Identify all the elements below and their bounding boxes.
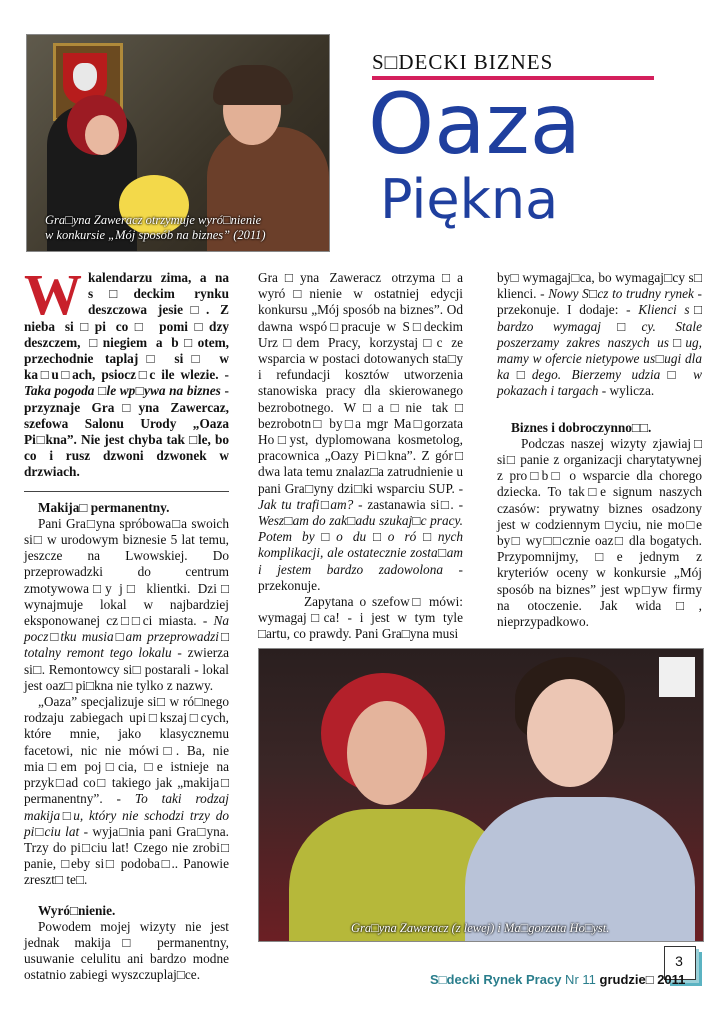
woman-right-body <box>465 797 695 941</box>
woman-left-face <box>347 701 427 805</box>
column-2 <box>258 270 463 643</box>
col1-p1-text-a: Pani Gra□yna spróbowa□a swoich si□ w urodowym biznesie 5 lat temu, jeszcze na Lwowskiej. Do przeprowadzki do centrum zmotywowa□y j□ klientki. Dzi□ wynajmuje lokal w najbardziej eksponowanej cz□□ci miasta. - <box>24 515 229 629</box>
col2-p1-italic-2: Wesz□am do zak□adu szukaj□c pracy. Potem by□o du□o ró□nych komplikacji, ale ostatecznie zosta□am i jestem bardzo zadowolona <box>258 513 463 577</box>
footer-issue: Nr 11 <box>561 972 600 987</box>
col1-paragraph-3: Powodem mojej wizyty nie jest jednak makija□ permanentny, usuwanie celulitu ani bardzo modne ostatnio zabiegi wyszczuplaj□ce. <box>24 918 229 983</box>
col2-p1-italic-1: Jak tu trafi□am? <box>258 496 354 512</box>
col2-paragraph-1 <box>258 270 463 594</box>
woman-right-face <box>527 679 613 787</box>
page-number: 3 <box>675 953 683 969</box>
column-3 <box>497 270 702 630</box>
drop-cap: W <box>24 262 82 327</box>
column-1 <box>24 262 229 984</box>
person-left-face <box>85 115 119 155</box>
photo1-caption <box>45 213 266 243</box>
title-line1: Oaza <box>368 75 582 173</box>
col1-p1-italic: Na pocz□tku musia□am przeprowadzi□ totalny remont tego lokalu <box>24 613 229 661</box>
col2-p1-text-c: - przekonuje. <box>258 561 463 593</box>
col3-paragraph-1 <box>497 270 702 400</box>
emblem-eagle <box>73 63 97 91</box>
lead-text-2: - przyznaje Gra□yna Zawercaz, szefowa Salonu Urody „Oaza Pi□kna”. Nie jest chyba tak □le, bo co i rusz dzwoni dzwonek w drzwiach. <box>24 383 229 480</box>
photo2-caption: Gra□yna Zaweracz (z lewej) i Ma□gorzata Ho□yst. <box>351 921 610 935</box>
photo1-caption-line1: Gra□yna Zaweracz otrzymuje wyró□nienie <box>45 213 262 227</box>
col1-p2-italic: To taki rodzaj makija□u, który nie schodzi trzy do pi□ciu lat <box>24 791 229 839</box>
footer-line <box>430 972 685 987</box>
heading-award: Wyró□nienie. <box>38 902 116 918</box>
col3-p1-text-c: - wylicza. <box>598 383 655 399</box>
col1-p2-text-a: „Oaza” specjalizuje si□ w ró□nego rodzaju zabiegach upi□kszaj□cych, które mnie, jako klasycznemu facetowi, nic nie mówi□. Ba, nie mia□em poj□cia, □e istnieje na przyk□ad co□ takiego jak „makija□ permanentny”. - <box>24 694 229 807</box>
title-line2: Piękna <box>380 168 559 231</box>
col1-paragraph-2 <box>24 694 229 888</box>
ceiling-light <box>659 657 695 697</box>
photo1-caption-line2: w konkursie „Mój sposób na biznes” (2011) <box>45 228 266 242</box>
section-name: S□DECKI BIZNES <box>372 50 554 74</box>
col1-p1-text-b: - zwierza si□. Remontowcy si□ postarali - lokal jest oaz□ pi□kna nie tylko z nazwy. <box>24 645 229 693</box>
heading-makeup: Makija□ permanentny. <box>38 499 170 515</box>
photo-two-women <box>258 648 704 942</box>
footer-date: grudzie□ 2011 <box>599 972 686 987</box>
footer-publication: S□decki Rynek Pracy <box>430 972 562 987</box>
col1-paragraph-1 <box>24 516 229 694</box>
lead-paragraph <box>24 262 229 481</box>
lead-italic: Taka pogoda □le wp□ywa na biznes <box>24 383 221 399</box>
person-right-hair <box>213 65 293 105</box>
col3-p1-italic-1: Nowy S□cz to trudny rynek <box>548 286 694 302</box>
col2-paragraph-2: Zapytana o szefow□ mówi: wymagaj□ca! - i jest w tym tyle □artu, co prawdy. Pani Gra□yna musi <box>258 594 463 642</box>
photo-award-ceremony <box>26 34 330 252</box>
col1-p2-text-b: - wyja□nia pani Gra□yna. Trzy do pi□ciu lat! Czego nie zrobi□ panie, □eby si□ podoba□.. Panowie zreszt□ te□. <box>24 823 229 888</box>
col3-p1-italic-2: Klienci s□ bardzo wymagaj□cy. Stale poszerzamy zakres naszych us□ug, mamy w ofercie nietypowe us□ugi dla ka□dego. Bierzemy udzia□ w pokazach i targach <box>497 302 703 399</box>
col2-p1-text-a: Gra□yna Zaweracz otrzyma□a wyró□nienie w ostatniej edycji konkursu „Mój sposób na biznes”. Od dawna wspó□pracuje w S□deckim Urz□dem Pracy, korzystaj□c ze wsparcia w postaci dotowanych sta□y i refundacji kosztów utworzenia stanowiska pracy dla skierowanego bezrobotnego. W□a□nie tak□ bezrobotn□ by□a mgr Ma□gorzata Ho□yst, dyplomowana kosmetolog, pracownica „Oazy Pi□kna”. Z gór□ dwa lata temu znalaz□a zatrudnienie u pani Gra□yny dzi□ki wsparciu SUP. - <box>258 270 463 496</box>
col2-p1-text-b: - zastanawia si□. - <box>353 496 464 512</box>
col3-p1-text-a: by□ wymagaj□ca, bo wymagaj□cy s□ klienci. - <box>497 270 702 302</box>
lead-text-1: kalendarzu zima, a na s□deckim rynku deszczowa jesie□. Z nieba si□pi co□ pomi□dzy deszczem, □niegiem a b□otem, przechodnie taplaj□ si□ w ka□u□ach, psiocz□c ile wlezie. - <box>24 270 229 383</box>
heading-business-charity: Biznes i dobroczynno□□. <box>511 419 652 435</box>
col3-p1-text-b: - przekonuje. I dodaje: - <box>497 286 702 318</box>
col3-paragraph-2: Podczas naszej wizyty zjawiaj□ si□ panie z organizacji charytatywnej z pro□b□ o wsparcie dla chorego dziecka. To tak□e signum naszych czasów: prywatny biznes osadzony jest w codziennym □yciu, nie mo□e by□ wy□□cznie oaz□ dla bogatych. Przypomnijmy, □e jednym z kryteriów oceny w konkursie „Mój sposób na biznes” jest wp□yw firmy na otoczenie. Jak wida□, nieprzypadkowo. <box>497 435 702 630</box>
lead-divider <box>24 491 229 492</box>
